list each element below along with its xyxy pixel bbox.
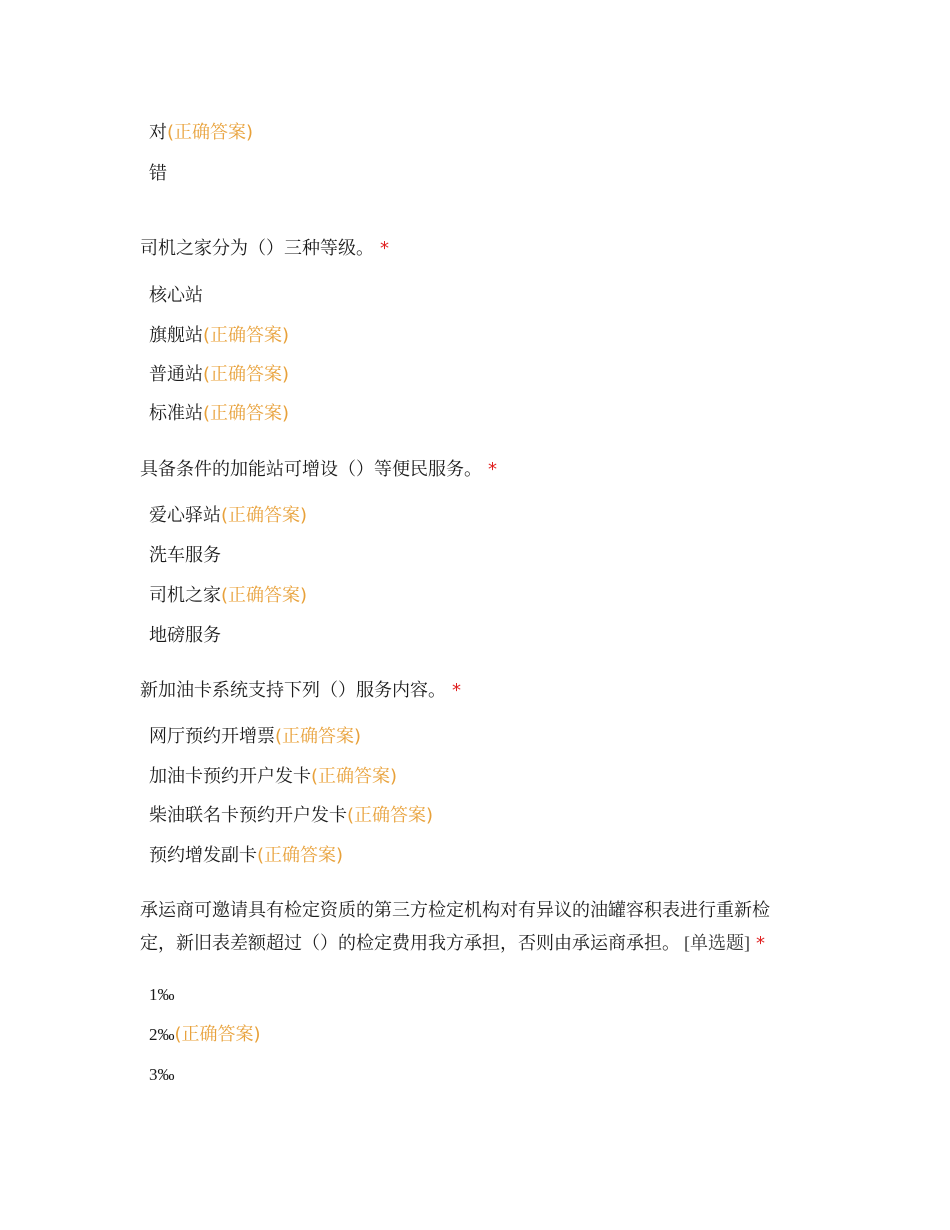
option-item xyxy=(149,402,289,426)
option-label: 地磅服务 xyxy=(149,625,221,646)
option-label: 2‰ xyxy=(149,1025,175,1044)
correct-answer-tag: (正确答案) xyxy=(221,585,308,606)
question-title-calibration-fee xyxy=(140,895,800,960)
option-label: 司机之家 xyxy=(149,585,221,606)
option-item xyxy=(149,844,343,868)
correct-answer-tag: (正确答案) xyxy=(275,726,362,747)
option-item xyxy=(149,504,307,528)
option-item xyxy=(149,284,203,308)
option-item xyxy=(149,804,433,828)
option-label: 旗舰站 xyxy=(149,325,203,346)
option-item xyxy=(149,1023,261,1047)
option-item xyxy=(149,544,221,568)
option-item xyxy=(149,584,307,608)
correct-answer-tag: (正确答案) xyxy=(257,845,344,866)
correct-answer-tag: (正确答案) xyxy=(203,325,290,346)
correct-answer-tag: (正确答案) xyxy=(311,766,398,787)
correct-answer-tag: (正确答案) xyxy=(221,505,308,526)
required-asterisk: * xyxy=(452,680,461,701)
question-text: 新加油卡系统支持下列（）服务内容。 xyxy=(140,680,446,701)
question-title-fuel-card-services xyxy=(140,675,800,707)
question-text: 司机之家分为（）三种等级。 xyxy=(140,238,374,259)
option-label: 预约增发副卡 xyxy=(149,845,257,866)
option-item xyxy=(149,983,175,1007)
option-item xyxy=(149,324,289,348)
option-label: 网厅预约开增票 xyxy=(149,726,275,747)
option-label: 洗车服务 xyxy=(149,545,221,566)
required-asterisk: * xyxy=(756,933,765,954)
option-label: 对 xyxy=(149,122,167,143)
correct-answer-tag: (正确答案) xyxy=(347,805,434,826)
option-label: 1‰ xyxy=(149,985,175,1004)
option-label: 标准站 xyxy=(149,403,203,424)
option-label: 加油卡预约开户发卡 xyxy=(149,766,311,787)
option-true xyxy=(149,121,253,145)
question-text: 承运商可邀请具有检定资质的第三方检定机构对有异议的油罐容积表进行重新检定，新旧表差额超过（）的检定费用我方承担，否则由承运商承担。 xyxy=(140,900,770,954)
option-label: 核心站 xyxy=(149,285,203,306)
correct-answer-tag: (正确答案) xyxy=(203,403,290,424)
correct-answer-tag: (正确答案) xyxy=(167,122,254,143)
correct-answer-tag: (正确答案) xyxy=(174,1024,261,1045)
option-item xyxy=(149,765,397,789)
option-label: 错 xyxy=(149,163,167,184)
option-label: 柴油联名卡预约开户发卡 xyxy=(149,805,347,826)
required-asterisk: * xyxy=(488,459,497,480)
required-asterisk: * xyxy=(380,238,389,259)
question-text: 具备条件的加能站可增设（）等便民服务。 xyxy=(140,459,482,480)
option-item xyxy=(149,363,289,387)
question-type-tag: [单选题] xyxy=(684,933,750,953)
question-title-convenience-services xyxy=(140,454,800,486)
option-label: 爱心驿站 xyxy=(149,505,221,526)
option-label: 3‰ xyxy=(149,1065,175,1084)
option-false xyxy=(149,162,167,186)
question-title-driver-home-levels xyxy=(140,233,800,265)
correct-answer-tag: (正确答案) xyxy=(203,364,290,385)
option-label: 普通站 xyxy=(149,364,203,385)
option-item xyxy=(149,725,361,749)
option-item xyxy=(149,1063,175,1087)
option-item xyxy=(149,624,221,648)
